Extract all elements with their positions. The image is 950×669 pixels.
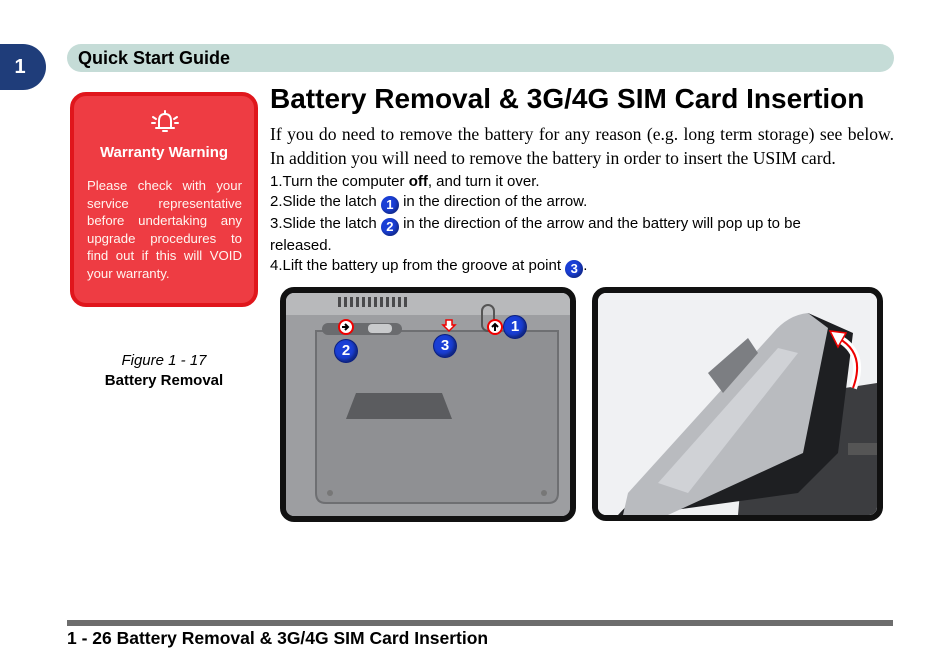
warning-text: Please check with your service representative before undertaking any upgrade procedures to find out if this will VOID your warranty. — [87, 178, 242, 281]
laptop-underside-illustration — [286, 293, 570, 516]
header-title: Quick Start Guide — [78, 47, 231, 68]
step-badge: 1 — [381, 196, 399, 214]
figure-caption — [70, 351, 258, 391]
figure-name: Battery Removal — [104, 372, 224, 389]
callout-2: 2 — [335, 340, 357, 362]
footer-rule — [67, 620, 893, 626]
step-1: 1.Turn the computer off, and turn it over. — [270, 173, 540, 190]
battery-lifted-illustration — [598, 293, 877, 515]
warranty-warning-box — [70, 92, 258, 307]
battery-underside-photo — [280, 287, 576, 522]
page-title: Battery Removal & 3G/4G SIM Card Insertion — [270, 83, 865, 114]
chapter-tab: 1 — [0, 44, 46, 90]
warning-bell-icon — [150, 108, 180, 134]
steps-list — [270, 172, 894, 278]
step-badge: 2 — [381, 218, 399, 236]
step-3-continued: released. — [270, 237, 332, 254]
figure-number: Figure 1 - 17 — [121, 352, 207, 369]
step-3: 3.Slide the latch 2 in the direction of the arrow and the battery will pop up to be — [270, 215, 801, 234]
step-2: 2.Slide the latch 1 in the direction of the arrow. — [270, 193, 588, 212]
step-badge: 3 — [565, 260, 583, 278]
callout-1: 1 — [504, 316, 526, 338]
intro-paragraph: If you do need to remove the battery for any reason (e.g. long term storage) see below. In addition you will need to remove the battery in order to insert the USIM card. — [270, 124, 894, 168]
footer-text: 1 - 26 Battery Removal & 3G/4G SIM Card Insertion — [67, 628, 489, 648]
header-bar — [67, 44, 894, 72]
callout-3: 3 — [434, 335, 456, 357]
battery-lifted-photo — [592, 287, 883, 521]
warning-title: Warranty Warning — [99, 144, 229, 161]
step-4: 4.Lift the battery up from the groove at point 3 . — [270, 257, 588, 276]
